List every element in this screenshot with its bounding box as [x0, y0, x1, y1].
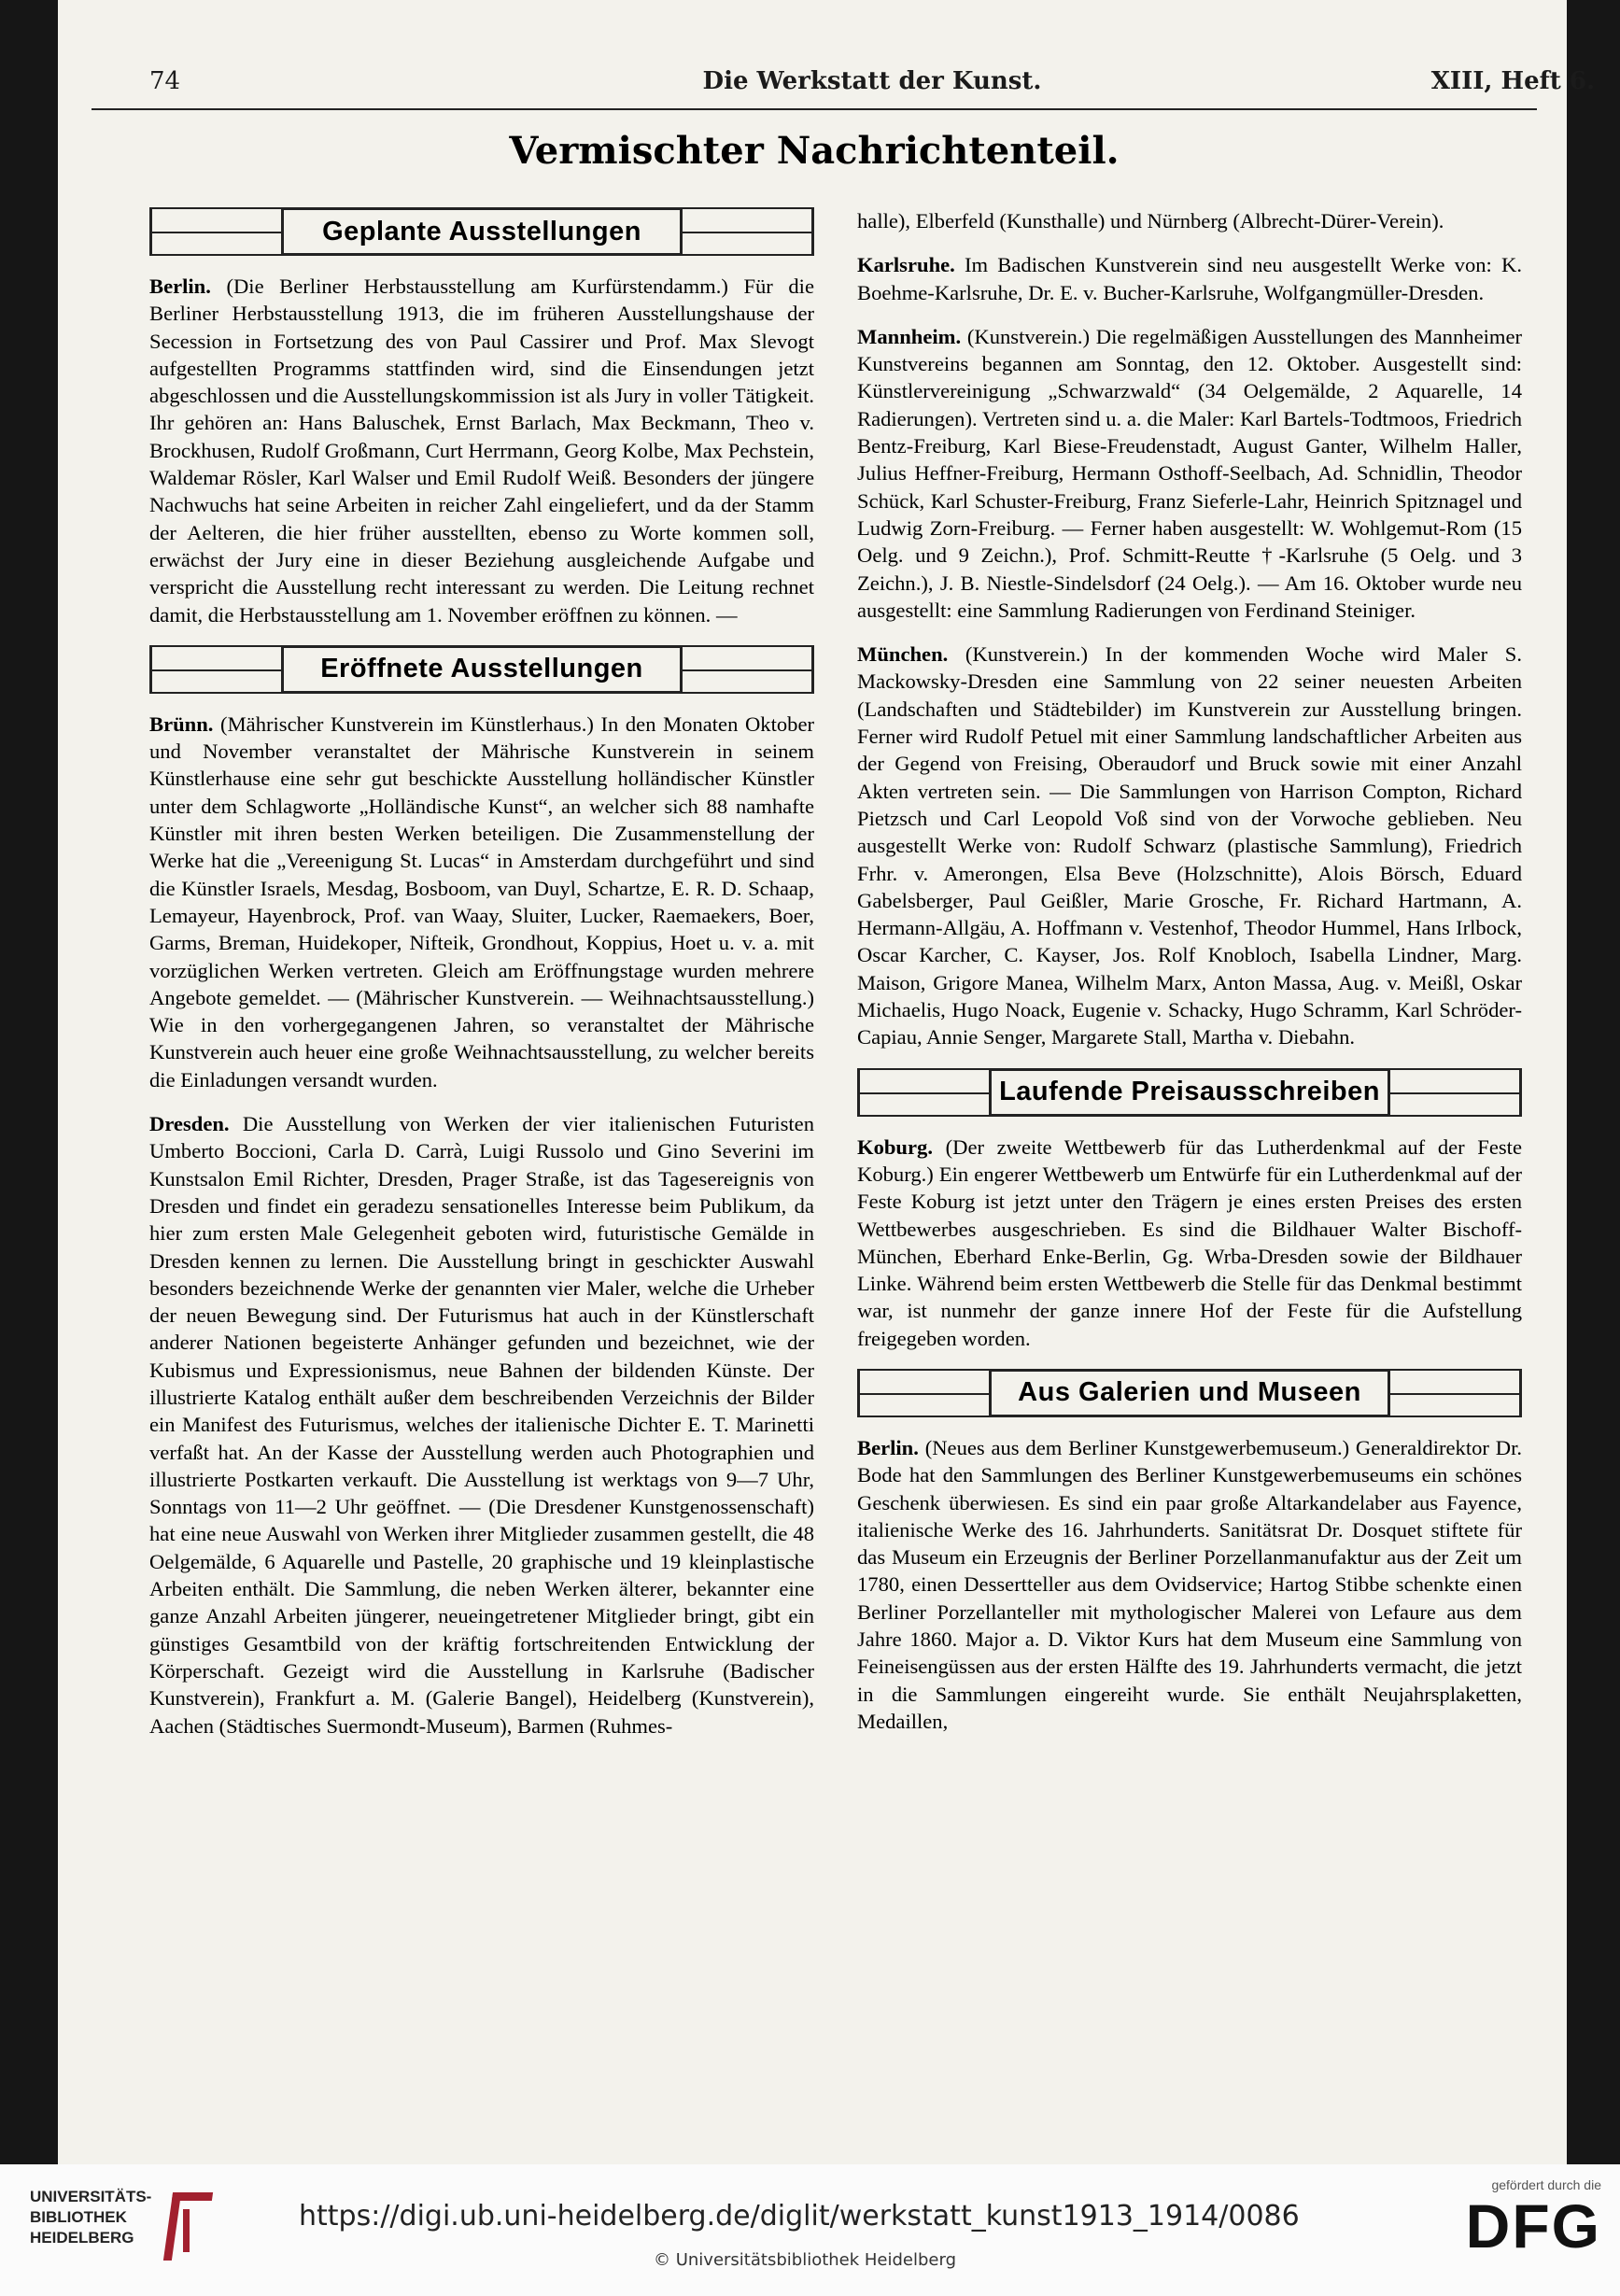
- article-text: Im Badischen Kunstverein sind neu ausgestellt Werke von: K. Boehme-Karlsruhe, Dr. E. v. Bucher-Karlsruhe, Wolfgangmüller-Dresden.: [857, 253, 1522, 304]
- funder-note: gefördert durch die: [1491, 2177, 1601, 2192]
- funder-block[interactable]: [1443, 2177, 1601, 2260]
- dfg-logo: DFG: [1465, 2191, 1601, 2261]
- library-logo[interactable]: [30, 2187, 217, 2271]
- section-heading-geplante: [149, 207, 814, 256]
- article-text: (Der zweite Wettbewerb für das Lutherdenkmal auf der Feste Koburg.) Ein engerer Wettbewerb um Entwürfe für ein Lutherdenkmal auf der Feste Koburg ist jetzt unter den Trägern je eines ersten Preises des ersten Wettbewerbes ausgeschrieben. Es sind die Bildhauer Walter Bischoff-München, Eberhard Enke-Berlin, Gg. Wrba-Dresden sowie der Bildhauer Linke. Während beim ersten Wettbewerb die Stelle für das Denkmal bestimmt war, ist nunmehr der ganze innere Hof der Feste für die Aufstellung freigegeben worden.: [857, 1134, 1522, 1350]
- page-number: 74: [149, 67, 181, 95]
- journal-title: Die Werkstatt der Kunst.: [702, 67, 1042, 95]
- article-dresden-continued: [857, 207, 1522, 234]
- article-text: halle), Elberfeld (Kunsthalle) und Nürnberg (Albrecht-Dürer-Verein).: [857, 209, 1444, 232]
- article-text: (Kunstverein.) Die regelmäßigen Ausstellungen des Mannheimer Kunstvereins begannen am Sonntag, den 12. Oktober. Ausgestellt sind: Künstlervereinigung „Schwarzwald“ (34 Oelgemälde, 2 Aquarelle, 14 Radierungen). Vertreten sind u. a. die Maler: Karl Bartels-Todtmoos, Friedrich Bentz-Freiburg, Karl Biese-Freudenstadt, August Ganter, Wilhelm Haller, Julius Heffner-Freiburg, Hermann Osthoff-Seelbach, Ad. Schnidlin, Theodor Schück, Karl Schuster-Freiburg, Franz Sieferle-Lahr, Heinrich Spitznagel und Ludwig Zorn-Freiburg. — Ferner haben ausgestellt: W. Wohlgemut-Rom (15 Oelg. und 9 Zeichn.), Prof. Schmitt-Reutte †-Karlsruhe (5 Oelg. und 3 Zeichn.), J. B. Niestle-Sindelsdorf (24 Oelg.). — Am 16. Oktober wurde neu ausgestellt: eine Sammlung Radierungen von Ferdinand Steiniger.: [857, 324, 1523, 622]
- left-column: [149, 207, 814, 1756]
- heading-ornament-left: [857, 1369, 989, 1417]
- article-place: Berlin.: [857, 1435, 919, 1459]
- article-place: Dresden.: [149, 1112, 230, 1136]
- section-title: Eröffnete Ausstellungen: [281, 645, 683, 694]
- right-column: [857, 207, 1522, 1752]
- heading-ornament-right: [1390, 1369, 1522, 1417]
- article-karlsruhe: [857, 251, 1522, 306]
- article-koburg: [857, 1134, 1522, 1352]
- section-title: Laufende Preisausschreiben: [989, 1068, 1390, 1117]
- article-text: (Die Berliner Herbstausstellung am Kurfürstendamm.) Für die Berliner Herbstausstellung 1913, die im früheren Ausstellungshause der Secession in Fortsetzung des von Paul Cassirer und Prof. Max Slevogt aufgestellten Programms stattfinden wird, sind die Einsendungen jetzt abgeschlossen und die Ausstellungskommission ist als Jury in voller Tätigkeit. Ihr gehören an: Hans Baluschek, Ernst Barlach, Max Beckmann, Theo v. Brockhusen, Rudolf Großmann, Curt Herrmann, Georg Kolbe, Max Pechstein, Waldemar Rösler, Karl Walser und Emil Rudolf Weiß. Besonders der jüngere Nachwuchs hat seine Arbeiten in reicher Zahl eingeliefert, und da der Stamm der Aelteren, die hier früher ausstellten, ebenso zu Worte kommen soll, erwächst der Jury eine in dieser Beziehung ausgleichende Aufgabe und verspricht die Ausstellung recht interessant zu werden. Die Leitung rechnet damit, die Herbstausstellung am 1. November eröffnen zu können. —: [149, 275, 814, 627]
- article-place: München.: [857, 642, 949, 667]
- article-muenchen: [857, 641, 1522, 1050]
- article-text: Die Ausstellung von Werken der vier italienischen Futuristen Umberto Boccioni, Carla D. Carrà, Luigi Russolo und Gino Severini im Kunstsalon Emil Richter, Dresden, Prager Straße, ist das Tagesereignis von Dresden und findet ein geradezu sensationelles Interesse beim Publikum, da hier zum ersten Male Gelegenheit geboten wird, futuristische Gemälde in Dresden kennen zu lernen. Die Ausstellung bringt in geschickter Auswahl besonders bezeichnende Werke der genannten vier Maler, welche die Urheber der neuen Bewegung sind. Der Futurismus hat auch in der Künstlerschaft anderer Nationen begeisterte Anhänger gefunden und bezeichnet, wie der Kubismus und Expressionismus, neue Bahnen der bildenden Künste. Der illustrierte Katalog enthält außer dem beschreibenden Verzeichnis der Bilder ein Manifest des Futurismus, welches der italienische Dichter E. T. Marinetti verfaßt hat. An der Kasse der Ausstellung werden auch Photographien und illustrierte Postkarten verkauft. Die Ausstellung ist werktags von 9—7 Uhr, Sonntags von 11—2 Uhr geöffnet. — (Die Dresdener Kunstgenossenschaft) hat eine neue Auswahl von Werken ihrer Mitglieder zusammen gestellt, die 48 Oelgemälde, 6 Aquarelle und Pastelle, 20 graphische und 19 kleinplastische Arbeiten enthält. Die Sammlung, die neben Werken älterer, bekannter eine ganze Anzahl Arbeiten jüngerer, neueingetretener Mitglieder bringt, gibt ein günstiges Gesamtbild von der kräftig fortschreitenden Entwicklung der Körperschaft. Gezeigt wird die Ausstellung in Karlsruhe (Badischer Kunstverein), Frankfurt a. M. (Galerie Bangel), Heidelberg (Kunstverein), Aachen (Städtisches Suermondt-Museum), Barmen (Ruhmes-: [149, 1112, 814, 1738]
- article-place: Karlsruhe.: [857, 253, 955, 277]
- section-heading-eroeffnete: [149, 645, 814, 694]
- section-title: Geplante Ausstellungen: [281, 207, 683, 256]
- section-heading-laufende: [857, 1068, 1522, 1117]
- heading-ornament-left: [149, 645, 281, 694]
- article-place: Brünn.: [149, 711, 214, 736]
- article-berlin-kunstgewerbemuseum: [857, 1434, 1522, 1735]
- page-title: Vermischter Nachrichtenteil.: [509, 129, 1120, 173]
- heading-ornament-right: [1390, 1068, 1522, 1117]
- running-header: [149, 67, 1595, 105]
- heading-ornament-right: [683, 207, 814, 256]
- article-place: Berlin.: [149, 275, 211, 298]
- permalink[interactable]: https://digi.ub.uni-heidelberg.de/diglit/werkstatt_kunst1913_1914/0086: [299, 2200, 1300, 2233]
- article-text: (Neues aus dem Berliner Kunstgewerbemuseum.) Generaldirektor Dr. Bode hat den Sammlungen des Berliner Kunstgewerbemuseums ein schönes Geschenk überwiesen. Es sind ein paar große Altarkandelaber aus Fayence, italienische Werke des 16. Jahrhunderts. Sanitätsrat Dr. Dosquet stiftete für das Museum ein Erzeugnis der Berliner Porzellanmanufaktur aus der Zeit um 1780, einen Dessertteller aus dem Ovidservice; Hartog Stibbe schenkte einen Berliner Porzellanteller mit mythologischer Malerei von Lefaure aus dem Jahre 1860. Major a. D. Viktor Kurs hat dem Museum eine Sammlung von Feineisengüssen aus der ersten Hälfte des 19. Jahrhunderts vermacht, die jetzt in die Sammlungen eingereiht wurde. Sie enthält Neujahrsplaketten, Medaillen,: [857, 1435, 1522, 1733]
- library-name: UNIVERSITÄTS- BIBLIOTHEK HEIDELBERG: [30, 2188, 152, 2247]
- article-place: Mannheim.: [857, 324, 962, 348]
- issue-label: XIII, Heft 6.: [1430, 67, 1595, 95]
- heading-ornament-left: [857, 1068, 989, 1117]
- article-berlin-herbstausstellung: [149, 273, 814, 628]
- article-mannheim: [857, 323, 1522, 624]
- header-rule: [92, 108, 1537, 110]
- section-heading-galerien: [857, 1369, 1522, 1417]
- article-text: (Kunstverein.) In der kommenden Woche wird Maler S. Mackowsky-Dresden eine Sammlung von 22 seiner neuesten Arbeiten (Landschaften und Städtebilder) im Kunstverein zur Ausstellung bringen. Ferner wird Rudolf Petuel mit einer Sammlung landschaftlicher Arbeiten aus der Gegend von Freising, Oberaudorf und Bruck sowie mit einer Anzahl Akten vertreten sein. — Die Sammlungen von Harrison Compton, Richard Pietzsch und Carl Leopold Voß sind von der Vorwoche geblieben. Neu ausgestellt Werke von: Rudolf Schwarz (plastische Sammlung), Friedrich Frhr. v. Amerongen, Elsa Beve (Holzschnitte), Alois Börsch, Eduard Gabelsberger, Paul Geißler, Marie Grosche, Fr. Richard Hartmann, A. Hermann-Allgäu, A. Hoffmann v. Vestenhof, Theodor Hummel, Hans Irlbock, Oscar Karcher, C. Kayser, Jos. Rolf Knobloch, Isabella Lindner, Marg. Maison, Grigore Manea, Wilhelm Marx, Anton Massa, Aug. v. Meißl, Oskar Michaelis, Hugo Noack, Eugenie v. Schacky, Hugo Schramm, Karl Schröder-Capiau, Annie Senger, Margarete Stall, Martha v. Diebahn.: [857, 642, 1522, 1049]
- section-title: Aus Galerien und Museen: [989, 1369, 1390, 1417]
- library-logo-icon-inner: [183, 2209, 206, 2252]
- article-text: (Mährischer Kunstverein im Künstlerhaus.) In den Monaten Oktober und November veranstaltet der Mährische Kunstverein in seinem Künstlerhause eine sehr gut beschickte Ausstellung holländischer Künstler unter dem Schlagworte „Holländische Kunst“, an welcher sich 88 namhafte Künstler mit ihren besten Werken beteiligen. Die Zusammenstellung der Werke hat die „Vereenigung St. Lucas“ in Amsterdam durchgeführt und sind die Künstler Israels, Mesdag, Bosboom, van Duyl, Schartze, E. R. D. Schaap, Lemayeur, Hayenbrock, Prof. van Waay, Sluiter, Lucker, Raemaekers, Boer, Garms, Breman, Huidekoper, Nifteik, Grondhout, Koppius, Hoet u. v. a. mit vorzüglichen Werken vertreten. Gleich am Eröffnungstage wurden mehrere Angebote gemeldet. — (Mährischer Kunstverein. — Weihnachtsausstellung.) Wie in den vorhergegangenen Jahren, so veranstaltet der Mährische Kunstverein auch heuer eine große Weihnachtsausstellung, zu welcher bereits die Einladungen versandt wurden.: [149, 711, 815, 1092]
- article-bruenn: [149, 711, 814, 1093]
- heading-ornament-right: [683, 645, 814, 694]
- article-dresden: [149, 1110, 814, 1740]
- heading-ornament-left: [149, 207, 281, 256]
- copyright-notice: © Universitätsbibliothek Heidelberg: [654, 2250, 957, 2270]
- article-place: Koburg.: [857, 1134, 933, 1159]
